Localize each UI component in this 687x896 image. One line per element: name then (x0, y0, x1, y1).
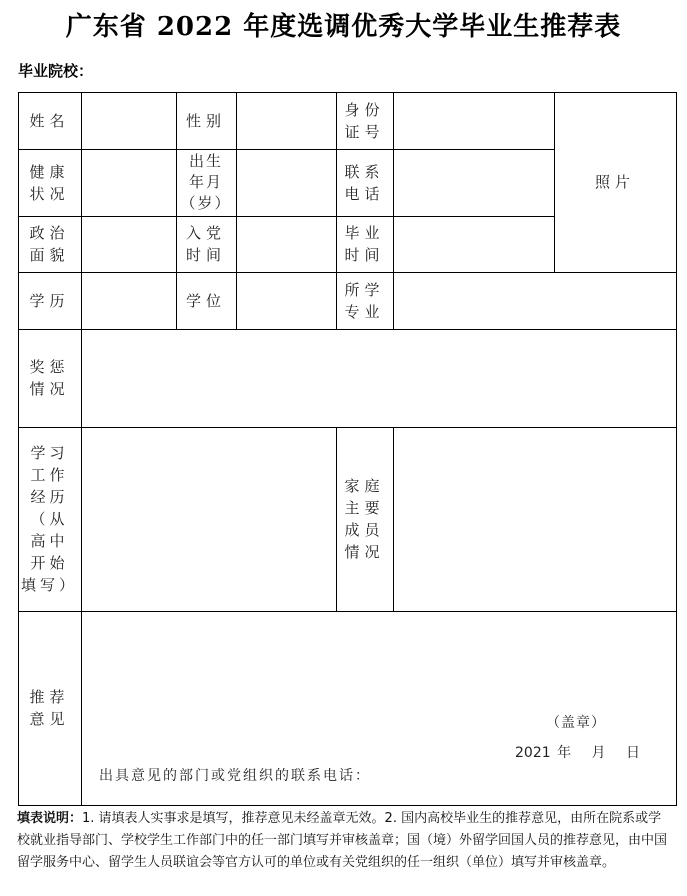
label-name: 姓名 (29, 111, 70, 130)
note-body: 1. 请填表人实事求是填写，推荐意见未经盖章无效。2. 国内高校毕业生的推荐意见，由所在院系或学校就业指导部门、学校学生工作部门中的任一部门填写并审核盖章；国（境）外留学回国人员的推荐意见，由中国留学服务中心、留学生人员联谊会等官方认可的单位或有关党组织的任一组织（单位）填写并审核盖章。 (17, 811, 668, 870)
col-line-label (81, 92, 82, 805)
label-education: 学历 (29, 291, 70, 310)
label-gender: 性别 (185, 111, 226, 130)
label-study-work: 学习 工作 经历 （从 高中 开始 填写） (20, 444, 78, 594)
col-line-5 (393, 92, 394, 329)
label-photo: 照片 (594, 173, 635, 191)
col-line-5b (393, 427, 394, 611)
label-birth: 出生 年月 （岁） (180, 152, 232, 212)
row-line-2 (18, 216, 555, 217)
table-border-bottom (18, 805, 677, 806)
label-awards: 奖惩 情况 (29, 358, 70, 398)
col-line-3 (236, 92, 237, 329)
row-line-4 (18, 329, 677, 330)
contact-phone-label: 出具意见的部门或党组织的联系电话： (99, 768, 371, 784)
date-text: 2021 年 月 日 (515, 745, 640, 761)
label-political: 政治 面貌 (29, 224, 70, 264)
fill-instructions (17, 808, 671, 874)
label-phone: 联系 电话 (344, 162, 385, 203)
label-health: 健康 状况 (29, 162, 70, 203)
label-id-number: 身份 证号 (344, 100, 385, 141)
stamp-text: （盖章） (546, 715, 606, 731)
school-label: 毕业院校： (18, 62, 94, 80)
table-border-right (676, 92, 677, 805)
row-line-6 (18, 611, 677, 612)
label-graduation: 毕业 时间 (344, 224, 385, 264)
label-degree: 学位 (185, 291, 226, 310)
label-major: 所学 专业 (344, 280, 385, 321)
page-title: 广东省 2022 年度选调优秀大学毕业生推荐表 (65, 12, 622, 42)
row-line-1 (18, 149, 555, 150)
note-heading: 填表说明： (17, 811, 83, 826)
label-recommendation: 推荐 意见 (29, 688, 70, 728)
label-family: 家庭 主要 成员 情况 (344, 477, 385, 561)
label-party-date: 入党 时间 (185, 224, 226, 264)
